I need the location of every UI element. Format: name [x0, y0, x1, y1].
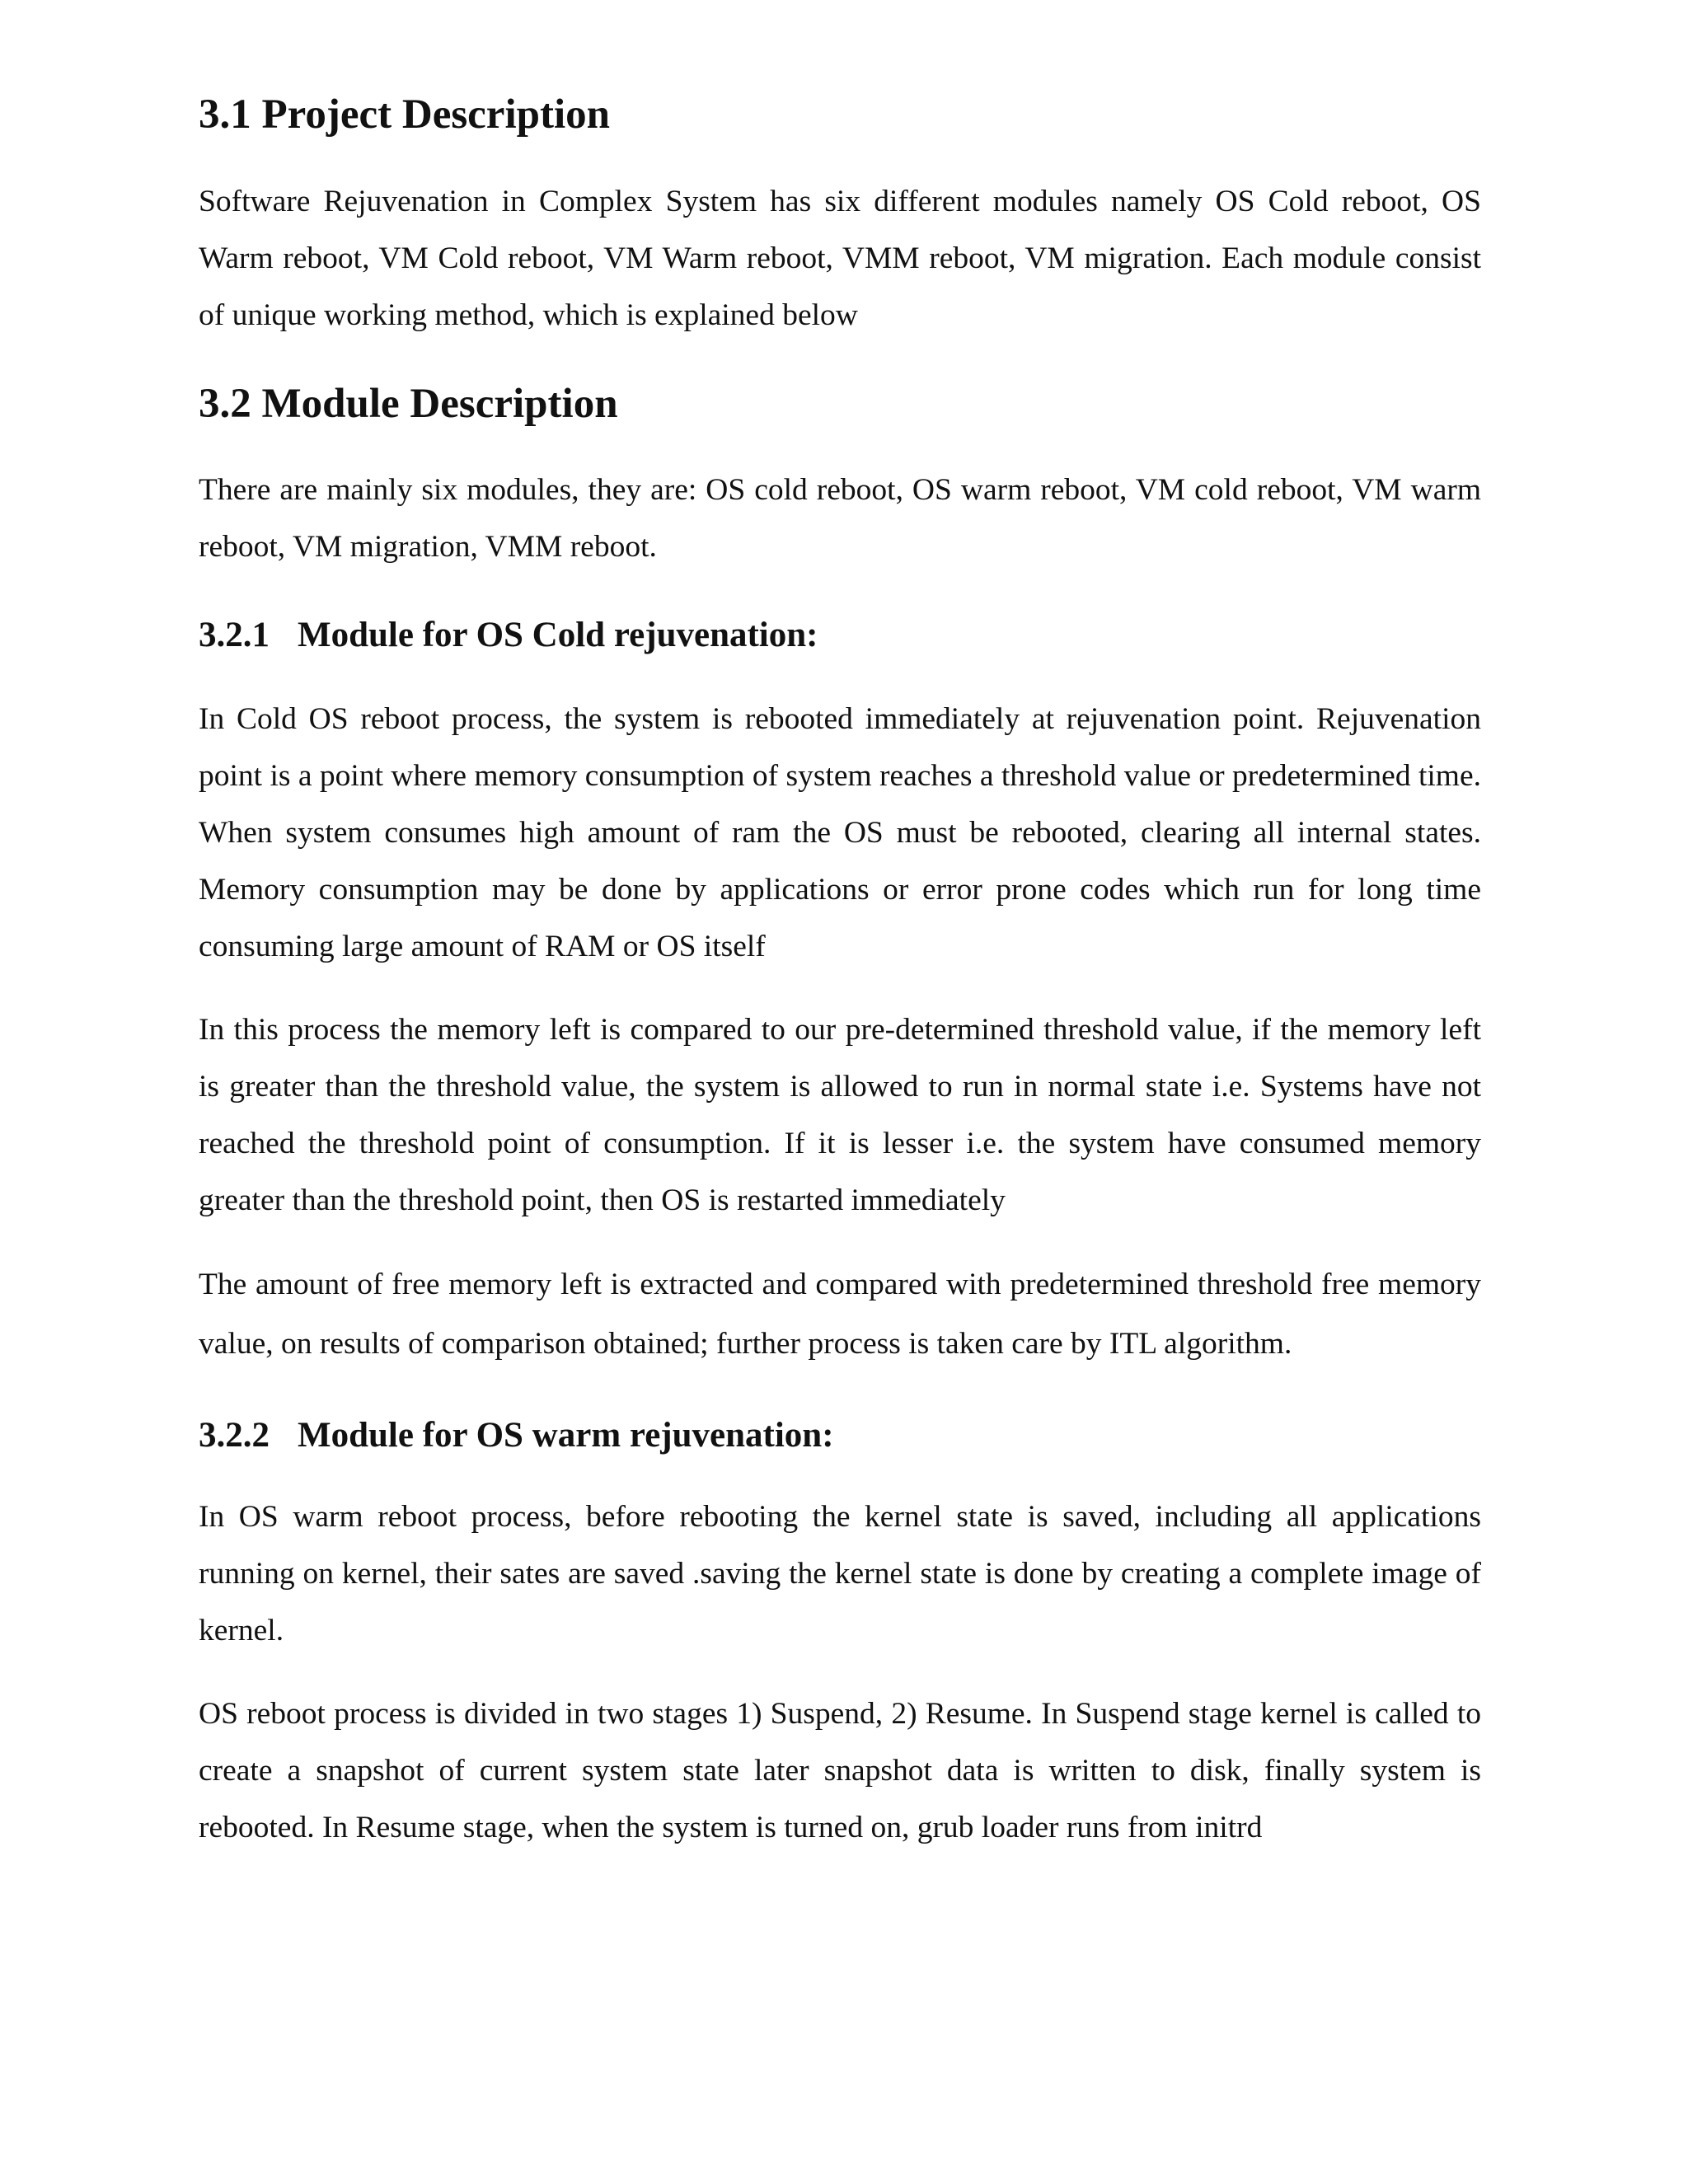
paragraph-warm-reboot-2: OS reboot process is divided in two stages 1) Suspend, 2) Resume. In Suspend stage kernel is called to create a snapshot of current system state later snapshot data is written to disk, finally system is rebooted. In Resume stage, when the system is turned on, grub loader runs from initrd — [199, 1697, 1481, 1845]
subsection-number: 3.2.1 — [199, 616, 270, 655]
paragraph-project-description: Software Rejuvenation in Complex System has six different modules namely OS Cold reboot, OS Warm reboot, VM Cold reboot, VM Warm reboot, VMM reboot, VM migration. Each module consist of unique working method, which is explained below — [199, 184, 1481, 332]
paragraph-cold-reboot-3: The amount of free memory left is extracted and compared with predetermined threshold free memory value, on results of comparison obtained; further process is taken care by ITL algorithm. — [199, 1267, 1481, 1361]
paragraph-warm-reboot-1: In OS warm reboot process, before rebooting the kernel state is saved, including all applications running on kernel, their sates are saved .saving the kernel state is done by creating a complete image of kernel. — [199, 1500, 1481, 1648]
section-heading-3-1: 3.1 Project Description — [199, 91, 610, 138]
paragraph-cold-reboot-2: In this process the memory left is compared to our pre-determined threshold value, if the memory left is greater than the threshold value, the system is allowed to run in normal state i.e. Systems have not reached the threshold point of consumption. If it is lesser i.e. the system have consumed memory greater than the threshold point, then OS is restarted immediately — [199, 1012, 1481, 1217]
subsection-title: Module for OS Cold rejuvenation: — [298, 616, 818, 655]
document-page — [199, 91, 1481, 1856]
subsection-number: 3.2.2 — [199, 1415, 270, 1455]
subsection-title: Module for OS warm rejuvenation: — [298, 1415, 834, 1455]
subsection-heading-3-2-2 — [199, 1415, 1481, 1455]
section-heading-3-2: 3.2 Module Description — [199, 380, 618, 427]
paragraph-cold-reboot-1: In Cold OS reboot process, the system is rebooted immediately at rejuvenation point. Rejuvenation point is a point where memory consumption of system reaches a threshold value or predetermined time. When system consumes high amount of ram the OS must be rebooted, clearing all internal states. Memory consumption may be done by applications or error prone codes which run for long time consuming large amount of RAM or OS itself — [199, 701, 1481, 963]
subsection-heading-3-2-1 — [199, 615, 1481, 655]
paragraph-module-description: There are mainly six modules, they are: OS cold reboot, OS warm reboot, VM cold reboot, VM warm reboot, VM migration, VMM reboot. — [199, 473, 1481, 565]
